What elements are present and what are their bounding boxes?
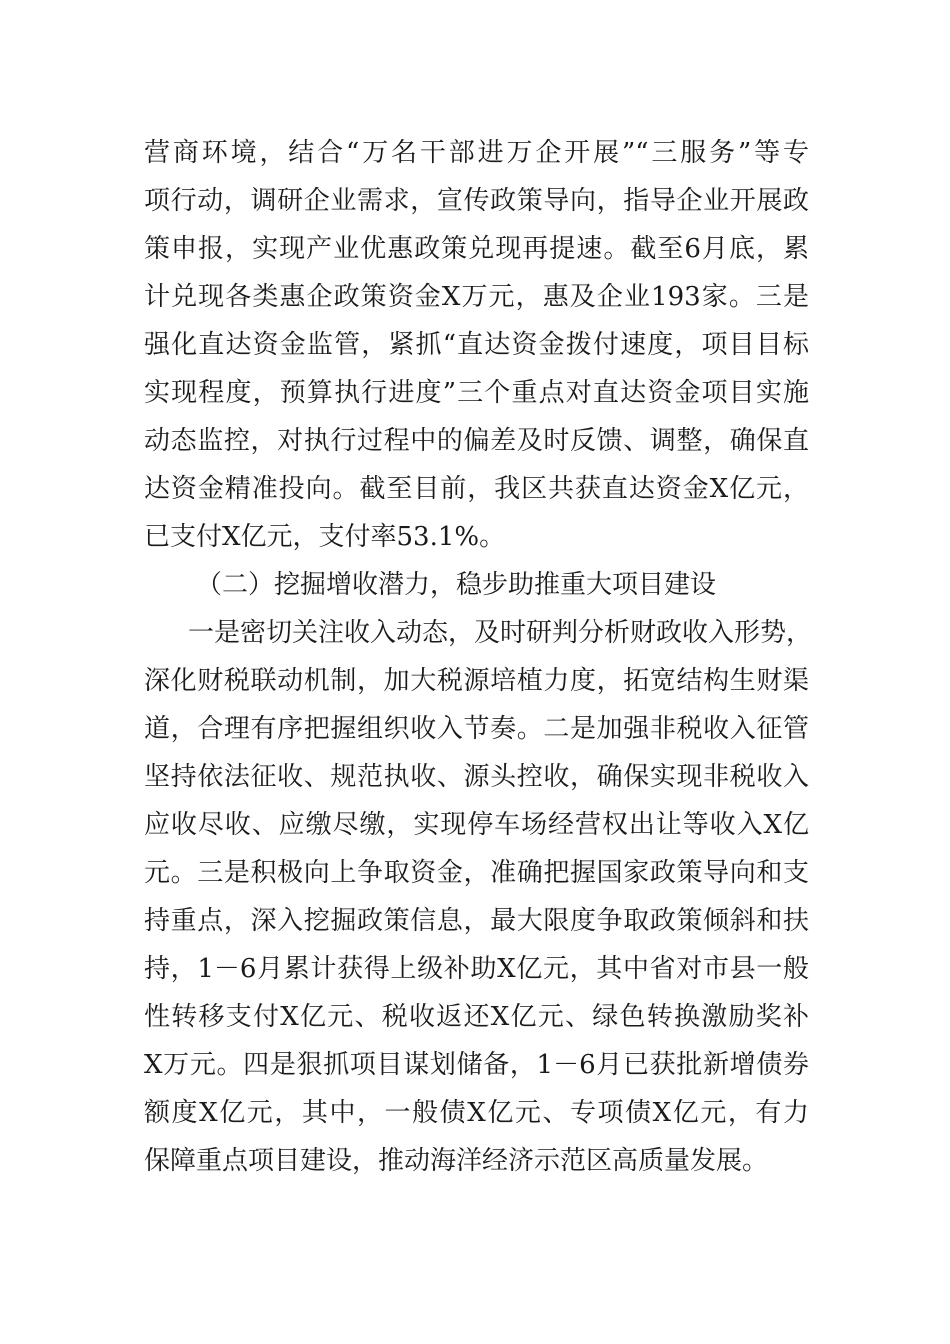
paragraph-line: 计兑现各类惠企政策资金X万元，惠及企业193家。三是 — [144, 282, 809, 312]
paragraph-line: 保障重点项目建设，推动海洋经济示范区高质量发展。 — [144, 1146, 769, 1176]
paragraph-line: 实现程度，预算执行进度”三个重点对直达资金项目实施 — [144, 378, 809, 408]
paragraph-line: 强化直达资金监管，紧抓“直达资金拨付速度，项目目标 — [144, 330, 809, 360]
paragraph-line: 营商环境，结合“万名干部进万企开展”“三服务”等专 — [144, 138, 809, 168]
paragraph-line: 道，合理有序把握组织收入节奏。二是加强非税收入征管 — [144, 714, 809, 744]
paragraph-line: 坚持依法征收、规范执收、源头控收，确保实现非税收入 — [144, 762, 809, 792]
paragraph-line: 项行动，调研企业需求，宣传政策导向，指导企业开展政 — [144, 186, 809, 216]
paragraph-line: 策申报，实现产业优惠政策兑现再提速。截至6月底，累 — [144, 234, 809, 264]
paragraph-line: X万元。四是狠抓项目谋划储备，1－6月已获批新增债券 — [144, 1050, 809, 1080]
paragraph-line: 持，1－6月累计获得上级补助X亿元，其中省对市县一般 — [144, 954, 809, 984]
paragraph-line: 一是密切关注收入动态，及时研判分析财政收入形势， — [188, 618, 813, 648]
section-heading: （二）挖掘增收潜力，稳步助推重大项目建设 — [196, 570, 717, 600]
paragraph-line: 额度X亿元，其中，一般债X亿元、专项债X亿元，有力 — [144, 1098, 809, 1128]
document-body — [144, 129, 813, 1185]
paragraph-line: 持重点，深入挖掘政策信息，最大限度争取政策倾斜和扶 — [144, 906, 809, 936]
paragraph-line: 元。三是积极向上争取资金，准确把握国家政策导向和支 — [144, 858, 809, 888]
paragraph-line: 应收尽收、应缴尽缴，实现停车场经营权出让等收入X亿 — [144, 810, 809, 840]
paragraph-line: 性转移支付X亿元、税收返还X亿元、绿色转换激励奖补 — [144, 1002, 809, 1032]
paragraph-line: 已支付X亿元，支付率53.1%。 — [144, 522, 506, 552]
paragraph-line: 达资金精准投向。截至目前，我区共获直达资金X亿元， — [144, 474, 809, 504]
paragraph-line: 深化财税联动机制，加大税源培植力度，拓宽结构生财渠 — [144, 666, 809, 696]
paragraph-line: 动态监控，对执行过程中的偏差及时反馈、调整，确保直 — [144, 426, 809, 456]
